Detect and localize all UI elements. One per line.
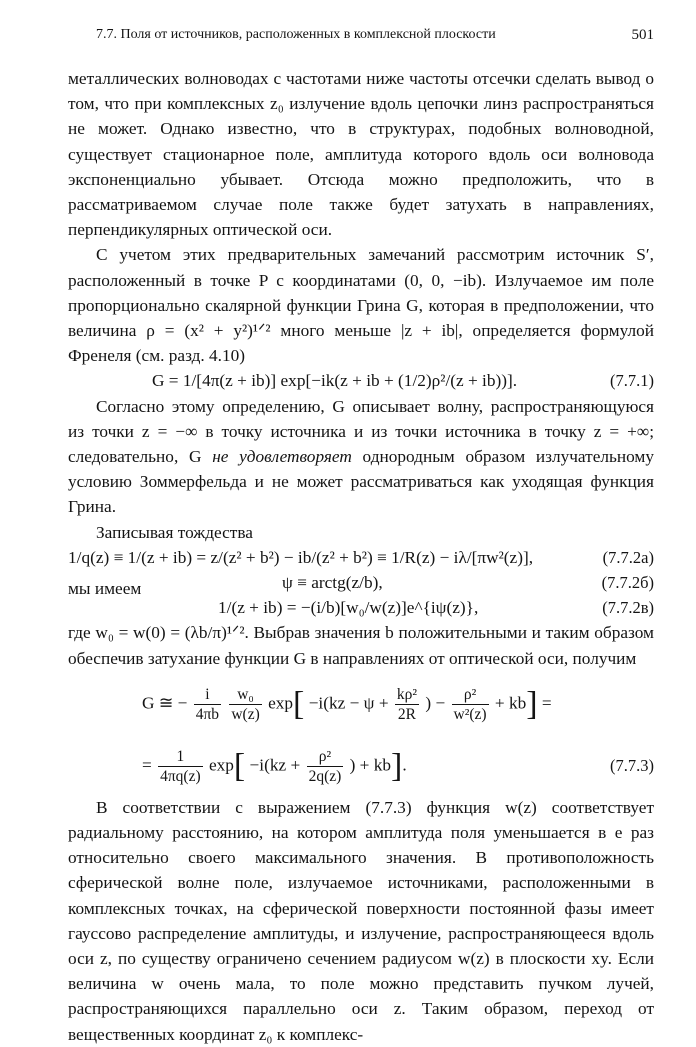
- eq773-l1-tail: + kb: [494, 693, 527, 713]
- paragraph-5: где w₀ = w(0) = (λb/π)¹ᐟ². Выбрав значения b положительными и таким образом обеспечив затухание функции G в направлениях от оптической оси, получим: [68, 623, 654, 668]
- eq773-l2-frac-2: [307, 747, 344, 786]
- page-body: [68, 66, 654, 1047]
- eq773-l1-lhs: G ≅ −: [142, 693, 188, 713]
- paragraph-3-text-a: Согласно этому определению, G описывает волну, распространяющуюся из точки z = −∞ в точку источника и из точки источника в точку z = +∞; следовательно, G: [68, 396, 654, 467]
- eq773-l1-close-bracket: ]: [526, 685, 538, 723]
- eq773-l2-open-bracket: [: [233, 747, 246, 785]
- eq773-l1-frac-3: [395, 685, 419, 724]
- paragraph-3-emphasis: не удовлетворяет: [212, 447, 352, 467]
- paragraph-4: Записывая тождества: [96, 522, 253, 542]
- eq773-l2-frac-1-den: 4πq(z): [160, 767, 201, 785]
- eq773-l1-frac-1-num: i: [194, 685, 221, 705]
- eq773-l2-frac-2-den: 2q(z): [308, 767, 342, 785]
- paragraph-6: В соответствии с выражением (7.7.3) функция w(z) соответствует радиальному расстоянию, на котором амплитуда поля уменьшается в e раз относительно своего максимального значения. В противоположность сферической волне поле, излучаемое источниками, расположенными в комплексных точках, на сферической поверхности постоянной фазы имеет гауссово распределение амплитуды, и излучение, распространяющееся вдоль оси z, по существу ограничено сечением радиусом w(z) в плоскости xy. Если величина w очень мала, то поле можно представить пучком лучей, распространяющихся параллельно оси z. Таким образом, переход от вещественных координат z₀ к комплекс-: [68, 797, 654, 1044]
- eq773-l1-frac-3-num: kρ²: [396, 685, 418, 703]
- equation-7-7-2b-number: (7.7.2б): [601, 573, 654, 593]
- eq773-l1-frac-2-den: w(z): [231, 705, 260, 723]
- eq773-l2-end: .: [402, 755, 407, 775]
- eq773-l1-frac-1-den: 4πb: [195, 705, 220, 723]
- equation-7-7-3-number: (7.7.3): [610, 755, 654, 775]
- eq773-l1-mid: −i(kz − ψ +: [308, 693, 389, 713]
- equation-7-7-2v-body: 1/(z + ib) = −(i/b)[w₀/w(z)]e^{iψ(z)},: [218, 598, 479, 618]
- paragraph-2: С учетом этих предварительных замечаний рассмотрим источник S′, расположенный в точке P с координатами (0, 0, −ib). Излучаемое им поле пропорционально скалярной функции Грина G, которая в предположении, что величина ρ = (x² + y²)¹ᐟ² много меньше |z + ib|, определяется формулой Френеля (см. разд. 4.10): [68, 245, 654, 366]
- equation-7-7-2b-body: ψ ≡ arctg(z/b),: [282, 573, 383, 593]
- eq773-l2-tail: ) + kb: [349, 755, 392, 775]
- eq773-l2-frac-2-num: ρ²: [307, 747, 344, 767]
- equation-7-7-2a-number: (7.7.2а): [602, 547, 654, 567]
- equation-7-7-2a: [68, 545, 654, 570]
- eq773-l2-mid: −i(kz +: [249, 755, 301, 775]
- equation-7-7-2a-body: 1/q(z) ≡ 1/(z + ib) = z/(z² + b²) − ib/(z² + b²) ≡ 1/R(z) − iλ/[πw²(z)],: [68, 547, 534, 567]
- eq773-l1-frac-2-num: w₀: [229, 685, 261, 705]
- equation-7-7-1: [68, 368, 654, 393]
- equation-7-7-2b-label: мы имеем: [68, 579, 142, 599]
- equation-7-7-3-line-1: [68, 671, 654, 733]
- eq773-l1-exp: exp: [268, 693, 294, 713]
- equation-7-7-1-number: (7.7.1): [610, 371, 654, 391]
- page-number: 501: [631, 27, 654, 43]
- eq773-l1-frac-4-den: w²(z): [453, 705, 487, 723]
- header-title: 7.7. Поля от источников, расположенных в комплексной плоскости: [96, 27, 496, 42]
- equation-7-7-3-line-2-content: [142, 747, 407, 786]
- eq773-l1-mid-3: ) −: [425, 693, 446, 713]
- equation-7-7-1-body: G = 1/[4π(z + ib)] exp[−ik(z + ib + (1/2)ρ²/(z + ib))].: [152, 371, 518, 391]
- eq773-l1-frac-1: [194, 685, 221, 724]
- eq773-l1-frac-2: [229, 685, 261, 724]
- eq773-l1-open-bracket: [: [293, 685, 305, 723]
- equation-7-7-2v-number: (7.7.2в): [602, 598, 654, 618]
- equation-7-7-2b: [68, 570, 654, 599]
- paragraph-3: [68, 394, 654, 520]
- eq773-l1-frac-3-den: 2R: [397, 705, 417, 723]
- eq773-l2-exp: exp: [208, 755, 234, 775]
- paragraph-3-text-b: однородным образом излучательному условию Зоммерфельда и не может рассматриваться как уходящая функция Грина.: [68, 447, 655, 517]
- eq773-l1-end: =: [541, 693, 552, 713]
- eq773-l2-frac-1: [158, 747, 203, 786]
- equation-7-7-3-line-1-content: [142, 685, 552, 724]
- equation-7-7-2v: [68, 595, 654, 620]
- eq773-l1-frac-4-num: ρ²: [452, 685, 489, 705]
- eq773-l2-frac-1-num: 1: [158, 747, 203, 767]
- eq773-l2-lhs: =: [142, 755, 152, 775]
- paragraph-1: металлических волноводах с частотами ниже частоты отсечки сделать вывод о том, что при комплексных z₀ излучение вдоль цепочки линз распространяться не может. Однако известно, что в структурах, подобных волноводной, существует стационарное поле, амплитуда которого вдоль оси волновода экспоненциально убывает. Отсюда можно предположить, что в рассматриваемом случае поле также будет затухать в направлениях, перпендикулярных оптической оси.: [68, 69, 654, 240]
- equation-7-7-3-line-2: [68, 733, 654, 795]
- eq773-l1-frac-4: [452, 685, 489, 724]
- eq773-l2-close-bracket: ]: [391, 747, 403, 785]
